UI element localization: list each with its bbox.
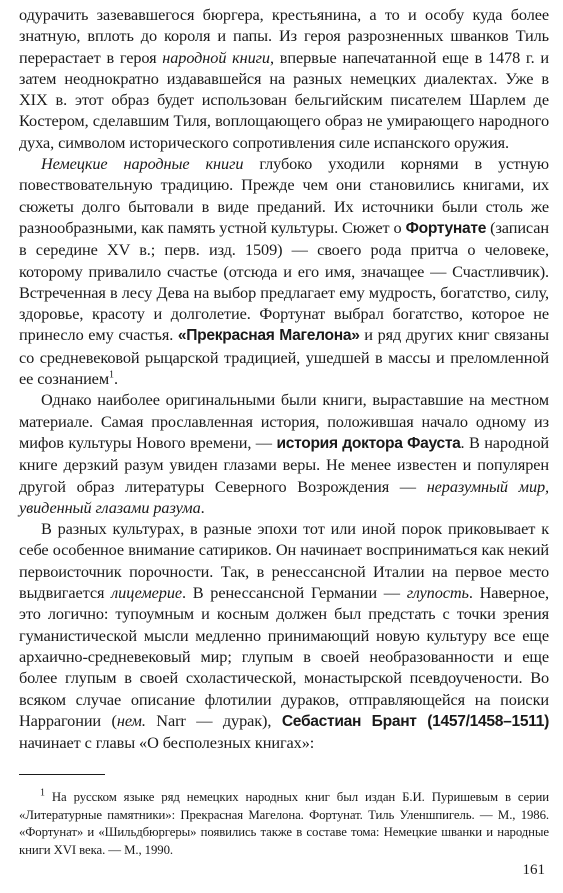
text-span: . bbox=[200, 497, 205, 517]
footnote-marker: 1 bbox=[40, 788, 45, 800]
footnote-separator bbox=[19, 774, 105, 775]
text-span: нем. bbox=[116, 710, 146, 730]
footnote-ref: 1 bbox=[109, 369, 114, 381]
text-span: (записан в середине XV в.; перв. изд. 1509) — своего рода притча о человеке, которому привалило счастье (отсюда и его имя, значащее — Счастливчик). Встреченная в лесу Дева на выбор предлагает ему мудрость, богатство, силу, здоровье, красоту и долголетие. Фортунат выбрал богатство, которое не принесло ему счастья. bbox=[19, 217, 549, 345]
text-span: В разных культурах, в разные эпохи тот или иной порок приковывает к себе особенное внимание сатириков. Он начинает восприниматься как некий первоисточник порочности. Так, в ренессансной Италии на первое место выдвигается bbox=[19, 519, 549, 603]
text-span: начинает с главы «О бесполезных книгах»: bbox=[19, 733, 315, 753]
text-span: история доктора Фауста bbox=[276, 434, 461, 452]
text-span: Narr — дурак), bbox=[145, 710, 282, 730]
text-span: «Прекрасная Магелона» bbox=[177, 327, 360, 345]
text-span: . bbox=[113, 369, 118, 389]
text-span: народной книги bbox=[162, 47, 270, 67]
text-span: Фортунате bbox=[405, 219, 487, 237]
main-text bbox=[19, 4, 549, 753]
text-span: Себастиан Брант (1457/1458–1511) bbox=[281, 712, 549, 730]
text-span: и ряд других книг связаны со средневековой рыцарской традицией, ушедшей в массы и преломленной ее сознанием bbox=[19, 325, 549, 389]
text-span: лицемерие bbox=[111, 583, 182, 603]
text-span: Немецкие народные книги bbox=[41, 154, 244, 174]
footnote-text: На русском языке ряд немецких народных книг был издан Б.И. Пуришевым в серии «Литературные памятники»: Прекрасная Магелона. Фортунат. Тиль Уленшпигель. — М., 1986. «Фортунат» и «Шильдбюргеры» появились также в составе тома: Немецкие шванки и народные книги XVI века. — М., 1990. bbox=[19, 790, 549, 857]
paragraph bbox=[19, 4, 549, 153]
text-span: . Наверное, это логично: тупоумным и косным должен был предстать с точки зрения гуманистической мысли медленно принимающий новую культуру все еще архаично-средневековый мир; глупым в своей необразованности и еще более глупым в своей схоластической, монастырской псевдоучености. Во всяком случае описание флотилии дураков, отправляющейся на поиски Наррагонии ( bbox=[19, 583, 549, 730]
text-span: , впервые напечатанной еще в 1478 г. и затем неоднократно издававшейся на разных немецких диалектах. Уже в XIX в. этот образ будет использован бельгийским писателем Шарлем де Костером, сделавшим Тиля, воплощающего образ не умирающего народного духа, символом исторического сопротивления силе испанского оружия. bbox=[19, 47, 549, 152]
text-span: глупость bbox=[406, 583, 469, 603]
text-span: глубоко уходили корнями в устную повествовательную традицию. Прежде чем они становились книгами, их сюжеты долго бытовали в виде преданий. Их источники были столь же разнообразными, как память устной культуры. Сюжет о bbox=[19, 154, 549, 237]
paragraph bbox=[19, 389, 549, 518]
page-body bbox=[19, 4, 549, 859]
text-span: неразумный мир, увиденный глазами разума bbox=[19, 476, 550, 517]
footnote bbox=[19, 789, 549, 859]
paragraph bbox=[19, 518, 549, 753]
text-span: одурачить зазевавшегося бюргера, крестьянина, а то и особу куда более знатную, вплоть до короля и папы. Из героя разрозненных шванков Тиль перерастает в героя bbox=[19, 5, 549, 67]
paragraph bbox=[19, 153, 549, 389]
text-span: . В ренессансной Германии — bbox=[182, 583, 407, 603]
text-span: Однако наиболее оригинальными были книги, выраставшие на местном материале. Самая прославленная история, положившая начало одному из мифов культуры Нового времени, — bbox=[19, 390, 549, 452]
page-number: 161 bbox=[522, 862, 545, 878]
text-span: . В народной книге дерзкий разум увиден глазами веры. Не менее известен и популярен другой образ литературы Северного Возрождения — bbox=[19, 432, 549, 496]
